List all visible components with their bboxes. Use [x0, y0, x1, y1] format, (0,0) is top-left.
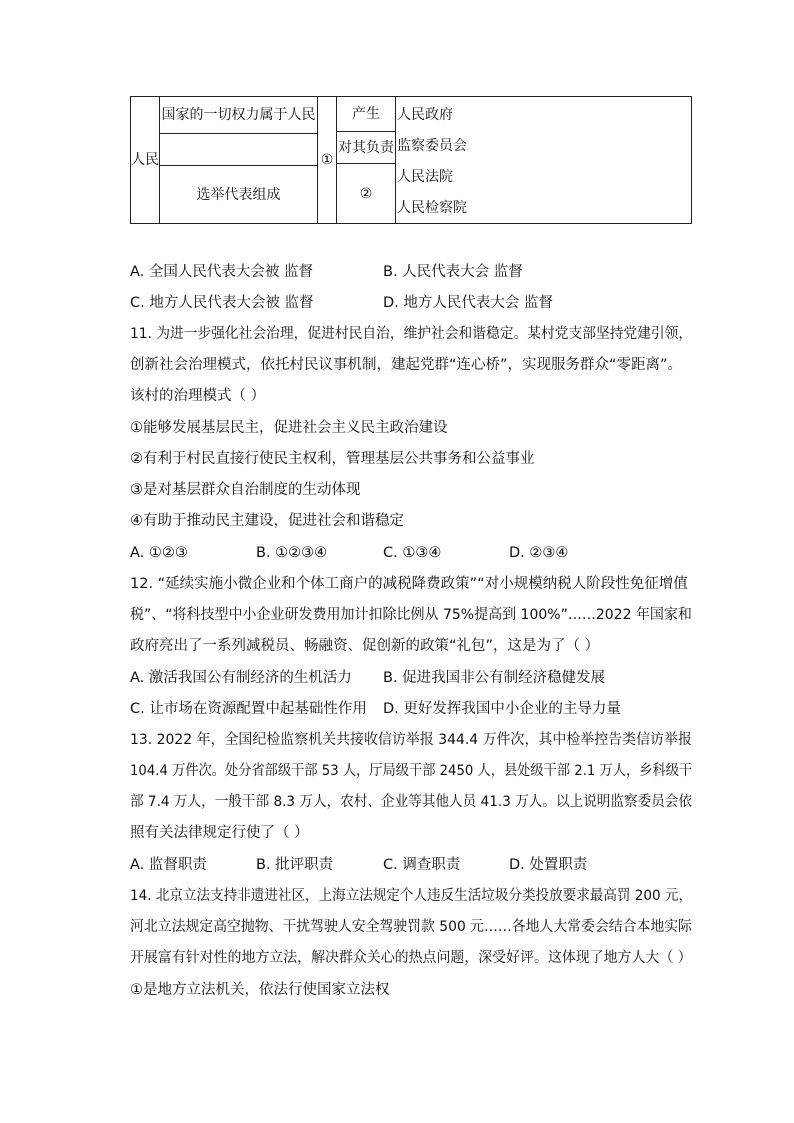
all-power-label: 国家的一切权力属于人民: [161, 107, 316, 123]
q11-statement: ②有利于村民直接行使民主权利，管理基层公共事务和公益事业: [130, 451, 535, 467]
q11-option-d[interactable]: D. ②③④: [509, 545, 569, 561]
q12-stem-line: 税”、“将科技型中小企业研发费用加计扣除比例从 75%提高到 100%”……2022 年国家和: [130, 607, 692, 623]
q13-option-b[interactable]: B. 批评职责: [256, 857, 334, 873]
q13-stem-line: 13. 2022 年，全国纪检监察机关共接收信访举报 344.4 万件次，其中检举控告类信访举报: [130, 732, 692, 748]
q14-stem-line: 开展富有针对性的地方立法，解决群众关心的热点问题，深受好评。这体现了地方人大（ ）: [130, 950, 692, 966]
q12-stem-line: 政府亮出了一系列减税员、畅融资、促创新的政策“礼包”，这是为了（ ）: [130, 638, 600, 654]
q10-option-a[interactable]: A. 全国人民代表大会被 监督: [130, 264, 313, 280]
elect-representatives-label: 选举代表组成: [196, 186, 281, 203]
q13-option-a[interactable]: A. 监督职责: [130, 857, 207, 873]
q12-option-d[interactable]: D. 更好发挥我国中小企业的主导力量: [383, 701, 621, 717]
q10-option-b[interactable]: B. 人民代表大会 监督: [383, 264, 523, 280]
q11-stem-line: 创新社会治理模式，依托村民议事机制，建起党群“连心桥”，实现服务群众“零距离”。: [130, 357, 683, 373]
responsible-label: 对其负责: [338, 139, 394, 156]
produce-label: 产生: [352, 106, 380, 122]
q10-option-d[interactable]: D. 地方人民代表大会 监督: [383, 295, 553, 311]
q12-option-a[interactable]: A. 激活我国公有制经济的生机活力: [130, 670, 352, 686]
organ-supervision-commission: 监察委员会: [397, 138, 467, 154]
organ-government: 人民政府: [397, 107, 453, 123]
q13-stem-line: 104.4 万件次。处分省部级干部 53 人，厅局级干部 2450 人，县处级干部 2.1 万人，乡科级干: [130, 763, 693, 779]
q11-option-a[interactable]: A. ①②③: [130, 545, 188, 561]
blank-1-marker: ①: [320, 152, 334, 168]
q11-option-b[interactable]: B. ①②③④: [256, 545, 328, 561]
q11-option-c[interactable]: C. ①③④: [383, 545, 442, 561]
divider: [159, 133, 317, 134]
q13-option-d[interactable]: D. 处置职责: [509, 857, 588, 873]
divider: [395, 97, 396, 223]
q14-statement: ①是地方立法机关，依法行使国家立法权: [130, 982, 390, 998]
q12-option-b[interactable]: B. 促进我国非公有制经济稳健发展: [383, 670, 606, 686]
organ-court: 人民法院: [397, 169, 453, 185]
blank-2-marker: ②: [359, 185, 373, 202]
q14-stem-line: 14. 北京立法支持非遗进社区，上海立法规定个人违反生活垃圾分类投放要求最高罚 200 元，: [130, 888, 693, 904]
q11-statement: ③是对基层群众自治制度的生动体现: [130, 482, 361, 498]
organ-procuratorate: 人民检察院: [397, 200, 467, 216]
q11-stem-line: 该村的治理模式（ ）: [130, 388, 266, 404]
q13-stem-line: 部 7.4 万人，一般干部 8.3 万人，农村、企业等其他人员 41.3 万人。以上说明监察委员会依: [130, 794, 693, 810]
q11-statement: ①能够发展基层民主，促进社会主义民主政治建设: [130, 420, 448, 436]
q11-stem-line: 11. 为进一步强化社会治理，促进村民自治，维护社会和谐稳定。某村党支部坚持党建引领，: [130, 326, 693, 342]
q12-stem-line: 12. “延续实施小微企业和个体工商户的减税降费政策”“对小规模纳税人阶段性免征增值: [130, 576, 688, 592]
q12-option-c[interactable]: C. 让市场在资源配置中起基础性作用: [130, 701, 367, 717]
q14-stem-line: 河北立法规定高空抛物、干扰驾驶人安全驾驶罚款 500 元……各地人大常委会结合本地实际: [130, 919, 692, 935]
q11-statement: ④有助于推动民主建设，促进社会和谐稳定: [130, 513, 404, 529]
q13-option-c[interactable]: C. 调查职责: [383, 857, 461, 873]
people-label: 人民: [131, 152, 159, 168]
q13-stem-line: 照有关法律规定行使了（ ）: [130, 825, 309, 841]
q10-option-c[interactable]: C. 地方人民代表大会被 监督: [130, 295, 314, 311]
power-structure-diagram: [130, 96, 692, 224]
